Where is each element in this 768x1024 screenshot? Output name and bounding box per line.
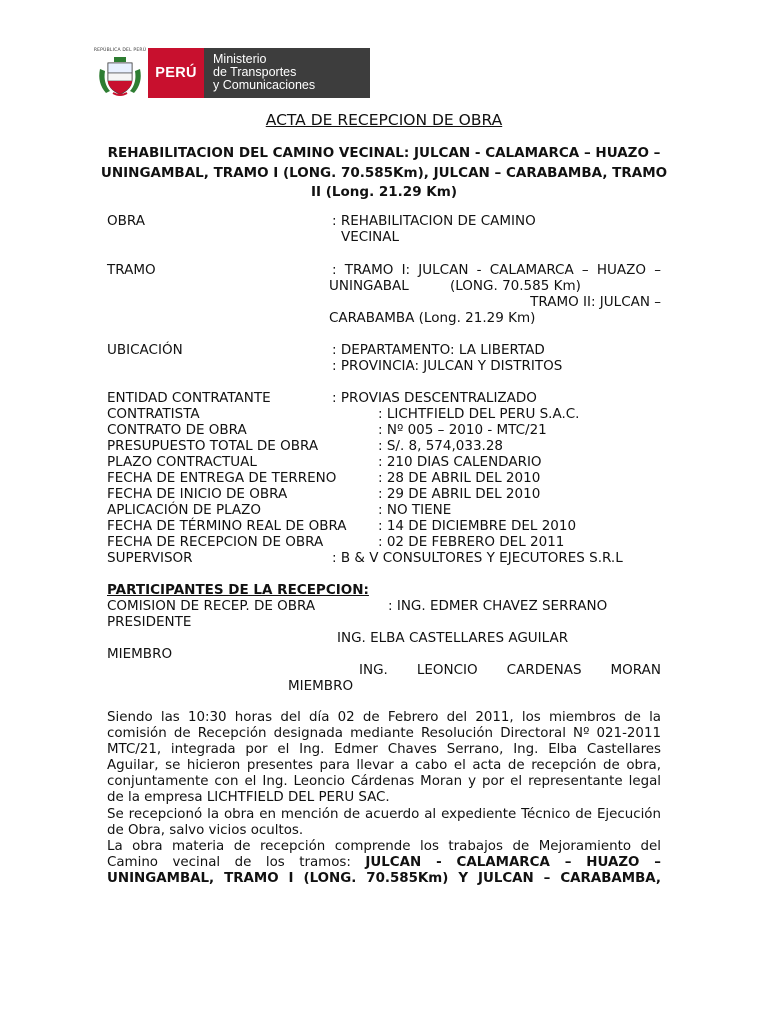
field-label: PLAZO CONTRACTUAL	[107, 454, 257, 470]
field-value: : LICHTFIELD DEL PERU S.A.C.	[378, 406, 580, 422]
tramo-line-3: TRAMO II: JULCAN –	[530, 294, 661, 310]
ministry-line-2: de Transportes	[213, 65, 297, 79]
field-label: ENTIDAD CONTRATANTE	[107, 390, 271, 406]
document-subtitle: REHABILITACION DEL CAMINO VECINAL: JULCAN - CALAMARCA – HUAZO – UNINGAMBAL, TRAMO I (LONG. 70.585Km), JULCAN – CARABAMBA, TRAMO II (Long. 21.29 Km)	[100, 145, 668, 200]
field-label: FECHA DE RECEPCION DE OBRA	[107, 534, 324, 550]
member2-word: ING.	[359, 662, 388, 678]
field-value: : PROVIAS DESCENTRALIZADO	[332, 390, 537, 406]
member2-name	[359, 662, 661, 678]
field-value: : 210 DIAS CALENDARIO	[378, 454, 542, 470]
field-label: FECHA DE ENTREGA DE TERRENO	[107, 470, 337, 486]
field-label: APLICACIÓN DE PLAZO	[107, 502, 262, 518]
commission-label: COMISION DE RECEP. DE OBRA	[107, 598, 316, 614]
obra-label: OBRA	[107, 213, 145, 229]
tramo-word: JULCAN	[418, 262, 469, 278]
member1-role: MIEMBRO	[107, 646, 173, 662]
ubicacion-label: UBICACIÓN	[107, 342, 183, 358]
field-value: : 14 DE DICIEMBRE DEL 2010	[378, 518, 577, 534]
president-name: : ING. EDMER CHAVEZ SERRANO	[388, 598, 608, 614]
tramo-word: –	[654, 262, 661, 278]
ministry-name	[204, 48, 370, 98]
field-label: PRESUPUESTO TOTAL DE OBRA	[107, 438, 319, 454]
tramo-word: CALAMARCA	[489, 262, 574, 278]
tramo-word: TRAMO	[344, 262, 394, 278]
coat-of-arms	[92, 48, 148, 98]
field-label: FECHA DE INICIO DE OBRA	[107, 486, 288, 502]
field-value: : Nº 005 – 2010 - MTC/21	[378, 422, 547, 438]
tramo-word: -	[476, 262, 482, 278]
obra-value-1: : REHABILITACION DE CAMINO	[332, 213, 536, 229]
tramo-word: I:	[401, 262, 411, 278]
ubicacion-value-1: : DEPARTAMENTO: LA LIBERTAD	[332, 342, 545, 358]
tramo-line-2b: (LONG. 70.585 Km)	[450, 278, 581, 294]
field-label: FECHA DE TÉRMINO REAL DE OBRA	[107, 518, 347, 534]
obra-value-2: VECINAL	[341, 229, 400, 245]
shield-caption: REPÚBLICA DEL PERÚ	[93, 48, 147, 53]
field-value: : 02 DE FEBRERO DEL 2011	[378, 534, 565, 550]
body-paragraph-3-bold: JULCAN - CALAMARCA – HUAZO – UNINGAMBAL, TRAMO I (LONG. 70.585Km) Y JULCAN – CARABAMBA,	[107, 854, 661, 886]
field-value: : B & V CONSULTORES Y EJECUTORES S.R.L	[332, 550, 623, 566]
tramo-line-2a: UNINGABAL	[329, 278, 409, 294]
document-title: ACTA DE RECEPCION DE OBRA	[265, 111, 503, 129]
coat-of-arms-icon	[96, 55, 144, 97]
body-text	[107, 710, 661, 887]
field-value: : 29 DE ABRIL DEL 2010	[378, 486, 541, 502]
body-paragraph-1: Siendo las 10:30 horas del día 02 de Febrero del 2011, los miembros de la comisión de Recepción designada mediante Resolución Directoral Nº 021-2011 MTC/21, integrada por el Ing. Edmer Chaves Serrano, Ing. Elba Castellares Aguilar, se hicieron presentes para llevar a cabo el acta de recepción de obra, conjuntamente con el Ing. Leoncio Cárdenas Moran y por el representante legal de la empresa LICHTFIELD DEL PERU SAC.	[107, 710, 661, 806]
member2-word: CARDENAS	[506, 662, 582, 678]
president-role: PRESIDENTE	[107, 614, 192, 630]
field-label: CONTRATISTA	[107, 406, 200, 422]
tramo-word: HUAZO	[596, 262, 647, 278]
tramo-word: –	[581, 262, 589, 278]
field-value: : S/. 8, 574,033.28	[378, 438, 504, 454]
member1-name: ING. ELBA CASTELLARES AGUILAR	[337, 630, 569, 646]
tramo-word: :	[332, 262, 337, 278]
body-paragraph-3-text: La obra materia de recepción comprende los trabajos de Mejoramiento del Camino vecinal de los tramos:	[107, 838, 661, 870]
tramo-line-1	[332, 262, 661, 278]
member2-role: MIEMBRO	[288, 678, 354, 694]
body-paragraph-3	[107, 839, 661, 887]
field-label: SUPERVISOR	[107, 550, 193, 566]
tramo-label: TRAMO	[107, 262, 156, 278]
tramo-line-4: CARABAMBA (Long. 21.29 Km)	[329, 310, 536, 326]
field-value: : 28 DE ABRIL DEL 2010	[378, 470, 541, 486]
participants-heading: PARTICIPANTES DE LA RECEPCION:	[107, 582, 369, 598]
member2-word: MORAN	[610, 662, 661, 678]
ministry-line-3: y Comunicaciones	[213, 78, 316, 92]
body-paragraph-2: Se recepcionó la obra en mención de acuerdo al expediente Técnico de Ejecución de Obra, salvo vicios ocultos.	[107, 806, 661, 838]
ministry-logo	[92, 48, 372, 98]
ubicacion-value-2: : PROVINCIA: JULCAN Y DISTRITOS	[332, 358, 563, 374]
member2-word: LEONCIO	[416, 662, 478, 678]
field-label: CONTRATO DE OBRA	[107, 422, 247, 438]
ministry-line-1: Ministerio	[213, 52, 267, 66]
peru-label: PERÚ	[148, 48, 204, 98]
field-value: : NO TIENE	[378, 502, 452, 518]
